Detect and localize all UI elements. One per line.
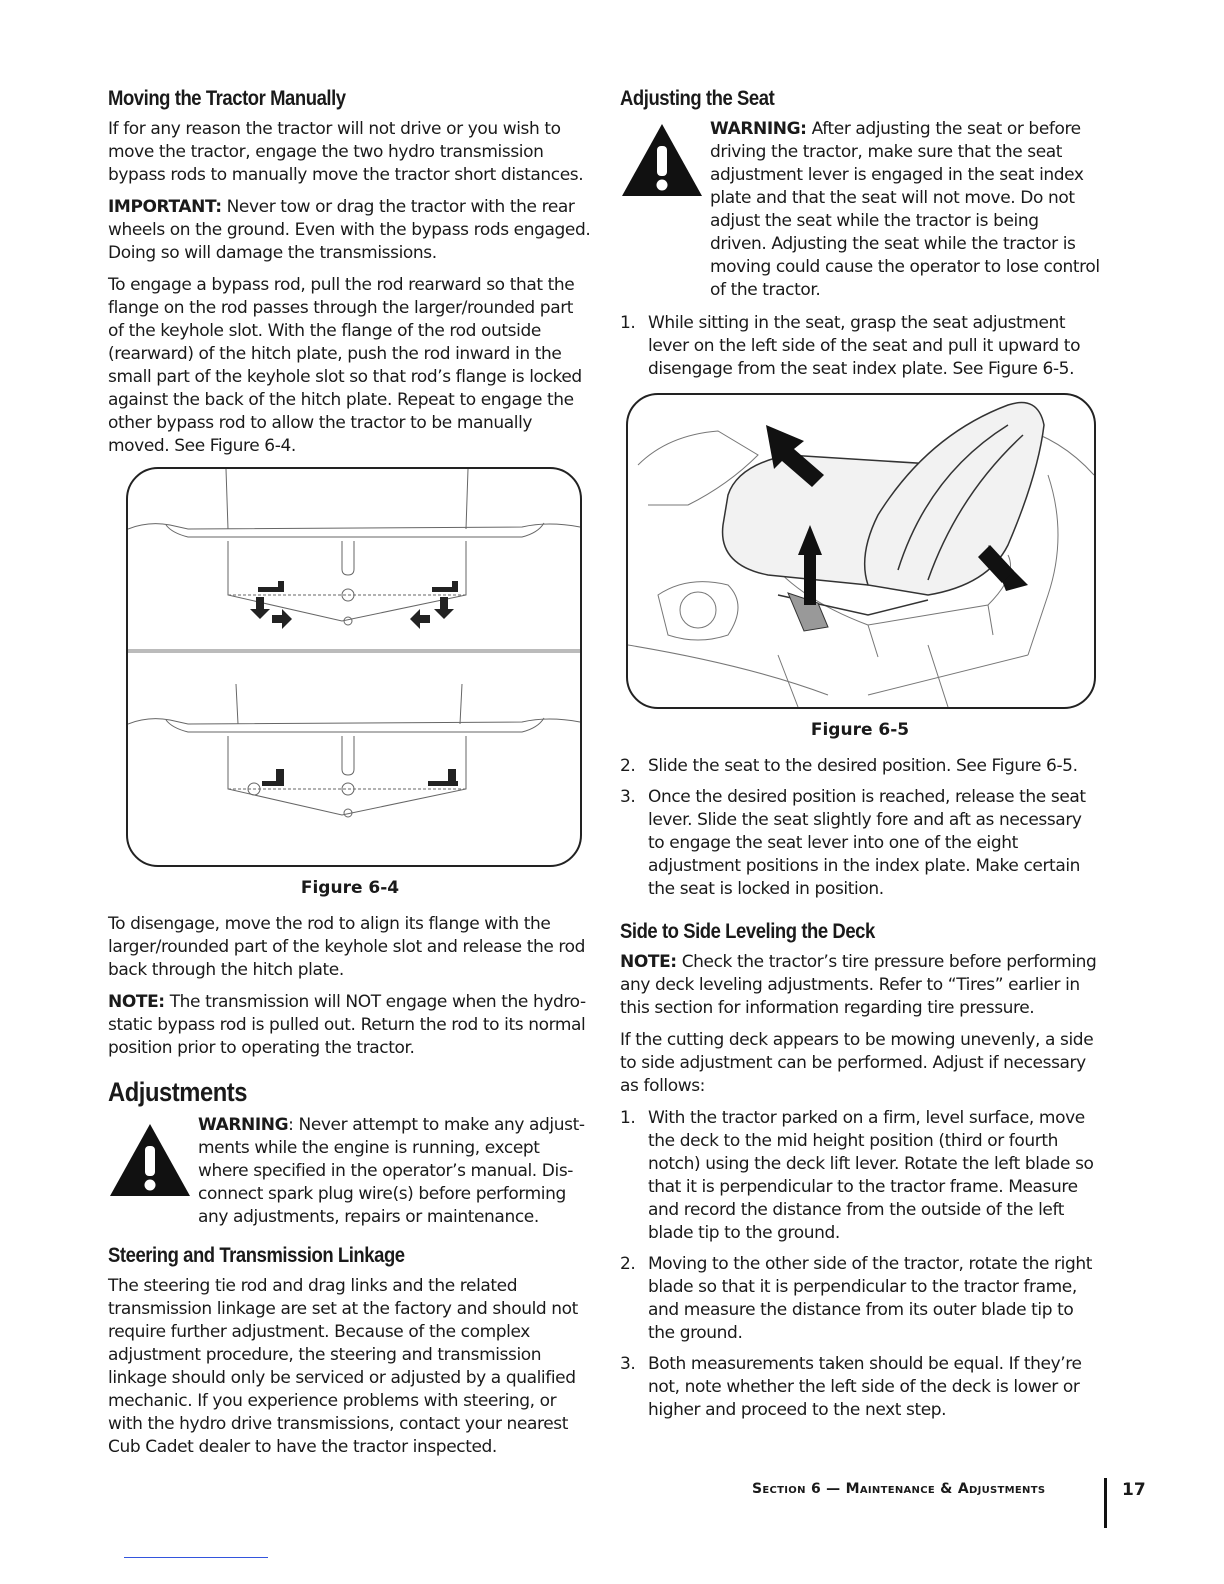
seat-warning (620, 118, 1100, 302)
figure-6-5 (626, 393, 1096, 709)
paragraph-steering: The steering tie rod and drag links and the related transmission linkage are set at the factory and should not require further adjustment. Because of the complex adjustment procedure, the steering and transmission linkage should only be serviced or adjusted by a qualified mechanic. If you experience problems with steering, or with the hydro drive transmissions, contact your nearest Cub Cadet dealer to have the tractor inspected. (108, 1276, 578, 1457)
heading-moving-tractor: Moving the Tractor Manually (108, 87, 346, 110)
paragraph-level-intro: If the cutting deck appears to be mowing unevenly, a side to side adjustment can be performed. Adjust if necessary as follows: (620, 1030, 1094, 1096)
paragraph-note (108, 991, 592, 1060)
seat-warning-body: After adjusting the seat or before driving the tractor, make sure that the seat adjustment lever is engaged in the seat index plate and that the seat will not move. Do not adjust the seat while the tractor is being driven. Adjusting the seat while the tractor is moving could cause the operator to lose control of the tractor. (710, 119, 1100, 300)
note-text: The transmission will NOT engage when the hydro-static bypass rod is pulled out. Return the rod to its normal position prior to operating the tractor. (108, 992, 586, 1058)
paragraph-important (108, 196, 592, 265)
adj-warning-body: : Never attempt to make any adjust-ments while the engine is running, except where specified in the operator’s manual. Dis-connect spark plug wire(s) before performing any adjustments, repairs or maintenance. (198, 1115, 585, 1227)
list-item: 2. Moving to the other side of the tractor, rotate the right blade so that it is perpendicular to the tractor frame, and measure the distance from its outer blade tip to the ground. (620, 1254, 1092, 1343)
heading-leveling-deck: Side to Side Leveling the Deck (620, 920, 875, 943)
paragraph-engage-bypass: To engage a bypass rod, pull the rod rearward so that the flange on the rod passes through the larger/rounded part of the keyhole slot. With the flange of the rod outside (rearward) of the hitch plate, push the rod inward in the small part of the keyhole slot so that rod’s flange is locked against the back of the hitch plate. Repeat to engage the other bypass rod to allow the tractor to be manually moved. See Figure 6-4. (108, 275, 582, 456)
footer-section-title: Section 6 — Maintenance & Adjustments (752, 1481, 1046, 1497)
seat-steps-second (620, 755, 1100, 901)
level-note-text: Check the tractor’s tire pressure before performing any deck leveling adjustments. Refer to “Tires” earlier in this section for information regarding tire pressure. (620, 952, 1097, 1018)
heading-adjustments: Adjustments (108, 1077, 248, 1107)
important-text: Never tow or drag the tractor with the rear wheels on the ground. Even with the bypass rods engaged. Doing so will damage the transmissions. (108, 197, 591, 263)
level-steps (620, 1107, 1100, 1422)
footer-divider (1104, 1478, 1107, 1528)
warning-triangle-icon (620, 122, 704, 198)
important-label: IMPORTANT: (108, 197, 222, 217)
list-item: 3. Both measurements taken should be equal. If they’re not, note whether the left side of the deck is lower or higher and proceed to the next step. (620, 1354, 1082, 1420)
figure-6-5-caption: Figure 6-5 (810, 720, 910, 740)
bottom-rule (124, 1557, 268, 1558)
left-column (108, 86, 592, 1468)
page-footer (740, 1478, 1146, 1512)
list-item: 2. Slide the seat to the desired position. See Figure 6-5. (620, 756, 1078, 776)
adjustments-warning-text (198, 1114, 592, 1229)
warning-triangle-icon (108, 1122, 192, 1198)
list-item: 1. With the tractor parked on a firm, level surface, move the deck to the mid height position (third or fourth notch) using the deck lift lever. Rotate the left blade so that it is perpendicular to the tractor frame. Measure and record the distance from the outside of the left blade tip to the ground. (620, 1108, 1094, 1243)
heading-adjusting-seat: Adjusting the Seat (620, 87, 775, 110)
bypass-rod-illustration (128, 469, 580, 865)
seat-steps-first (620, 312, 1100, 381)
level-note-label: NOTE: (620, 952, 677, 972)
seat-adjustment-illustration (628, 395, 1094, 707)
figure-6-4 (126, 467, 582, 867)
paragraph-disengage: To disengage, move the rod to align its flange with the larger/rounded part of the keyhole slot and release the rod back through the hitch plate. (108, 914, 586, 980)
page-number: 17 (1122, 1480, 1146, 1500)
figure-6-4-caption: Figure 6-4 (300, 878, 400, 898)
list-item: 1. While sitting in the seat, grasp the seat adjustment lever on the left side of the seat and pull it upward to disengage from the seat index plate. See Figure 6-5. (620, 313, 1081, 379)
adj-warning-label: WARNING (198, 1115, 289, 1135)
heading-steering-linkage: Steering and Transmission Linkage (108, 1244, 405, 1267)
paragraph-moving-intro: If for any reason the tractor will not drive or you wish to move the tractor, engage the two hydro transmission bypass rods to manually move the tractor short distances. (108, 119, 584, 185)
right-column (620, 86, 1100, 1431)
adjustments-warning (108, 1114, 592, 1229)
seat-warning-text (710, 118, 1100, 302)
seat-warning-label: WARNING: (710, 119, 807, 139)
note-label: NOTE: (108, 992, 165, 1012)
list-item: 3. Once the desired position is reached, release the seat lever. Slide the seat slightly fore and aft as necessary to engage the seat lever into one of the eight adjustment positions in the index plate. Make certain the seat is locked in position. (620, 787, 1086, 899)
paragraph-level-note (620, 951, 1100, 1020)
